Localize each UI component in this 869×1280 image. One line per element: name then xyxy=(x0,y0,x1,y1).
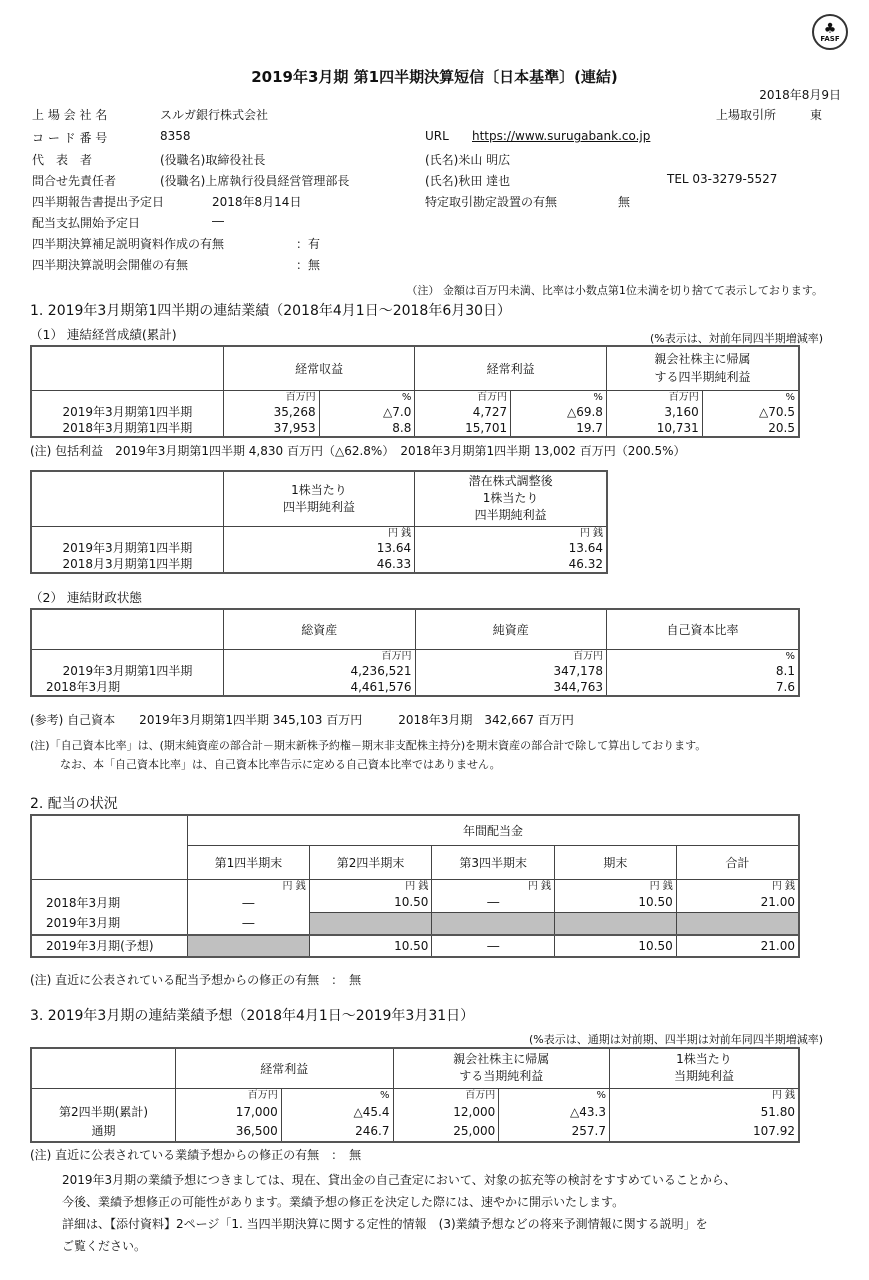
table-row xyxy=(31,663,799,679)
cell-value: 8.1 xyxy=(607,663,799,679)
cell-value: 4,461,576 xyxy=(223,679,415,696)
cell-value: 51.80 xyxy=(610,1102,800,1122)
row-label: 2019年3月期(予想) xyxy=(31,935,188,957)
unit: 円 銭 xyxy=(188,879,310,893)
unit: 百万円 xyxy=(223,649,415,663)
cell-value: 46.32 xyxy=(415,556,607,573)
unit: 百万円 xyxy=(223,390,319,404)
row-label: 通期 xyxy=(31,1122,176,1142)
cell-value: △43.3 xyxy=(499,1102,610,1122)
supplementary-label: 四半期決算補足説明資料作成の有無 xyxy=(32,237,225,251)
shaded-cell xyxy=(676,913,799,935)
forecast-paragraph-1: 2019年3月期の業績予想につきましては、現在、貸出金の自己査定において、対象の拡充等の検討をすすめていることから、 xyxy=(62,1173,736,1187)
header-ordinary-profit: 経常利益 xyxy=(415,346,607,390)
unit: 百万円 xyxy=(415,390,511,404)
cell-value: 21.00 xyxy=(676,935,799,957)
section3-title: 3. 2019年3月期の連結業績予想（2018年4月1日～2019年3月31日） xyxy=(30,1008,475,1024)
row-label: 2019年3月期第1四半期 xyxy=(31,540,223,556)
forecast-table xyxy=(30,1047,800,1143)
contact-label: 問合せ先責任者 xyxy=(32,174,117,188)
unit: 百万円 xyxy=(606,390,702,404)
header-net-income: 親会社株主に帰属 する当期純利益 xyxy=(393,1048,610,1088)
cell-value: △45.4 xyxy=(281,1102,393,1122)
cell-value: 12,000 xyxy=(393,1102,499,1122)
shaded-cell xyxy=(555,913,677,935)
cell-value: 10.50 xyxy=(555,935,677,957)
header-diluted-eps: 潜在株式調整後 1株当たり 四半期純利益 xyxy=(415,471,607,526)
cell-value: △7.0 xyxy=(319,404,415,420)
header-equity-ratio: 自己資本比率 xyxy=(607,609,799,649)
header-eps: 1株当たり 当期純利益 xyxy=(610,1048,800,1088)
corner-cell xyxy=(31,609,223,649)
unit-label-cell xyxy=(31,526,223,540)
unit-label-cell xyxy=(31,649,223,663)
cell-value: 10,731 xyxy=(606,420,702,437)
row-label: 2018年3月期 xyxy=(31,679,223,696)
row-label: 2018年3月期 xyxy=(31,893,188,913)
operating-results-table xyxy=(30,345,800,438)
code-value: 8358 xyxy=(160,129,191,143)
corner-cell xyxy=(31,1048,176,1088)
unit: % xyxy=(499,1088,610,1102)
briefing-value: ：無 xyxy=(296,258,321,272)
cell-value: 347,178 xyxy=(415,663,607,679)
corner-cell xyxy=(31,471,223,526)
trading-account-value: 無 xyxy=(618,195,631,209)
unit-label-cell xyxy=(31,390,223,404)
header-net-income: 親会社株主に帰属 する四半期純利益 xyxy=(606,346,799,390)
url-label: URL xyxy=(425,129,449,143)
cell-value: 3,160 xyxy=(606,404,702,420)
cell-value: 15,701 xyxy=(415,420,511,437)
unit: 円 銭 xyxy=(676,879,799,893)
row-label: 2018年3月期第1四半期 xyxy=(31,420,223,437)
briefing-label: 四半期決算説明会開催の有無 xyxy=(32,258,189,272)
company-url-link[interactable]: https://www.surugabank.co.jp xyxy=(472,129,651,143)
unit: % xyxy=(702,390,799,404)
unit: 円 銭 xyxy=(309,879,432,893)
dividend-revision-note: (注) 直近に公表されている配当予想からの修正の有無 ： 無 xyxy=(30,973,362,987)
report-date: 2018年8月14日 xyxy=(212,195,302,209)
cell-value: 107.92 xyxy=(610,1122,800,1142)
equity-ratio-note-2: なお、本「自己資本比率」は、自己資本比率告示に定める自己資本比率ではありません。 xyxy=(60,758,501,771)
header-ordinary-profit: 経常利益 xyxy=(176,1048,393,1088)
header-total: 合計 xyxy=(676,845,799,879)
publish-date: 2018年8月9日 xyxy=(759,88,841,102)
cell-value: 13.64 xyxy=(415,540,607,556)
header-total-assets: 総資産 xyxy=(223,609,415,649)
report-date-label: 四半期報告書提出予定日 xyxy=(32,195,165,209)
exchange-label: 上場取引所 xyxy=(716,108,777,122)
header-eps: 1株当たり 四半期純利益 xyxy=(223,471,414,526)
shaded-cell xyxy=(432,913,555,935)
header-year-end: 期末 xyxy=(555,845,677,879)
equity-reference: (参考) 自己資本 2019年3月期第1四半期 345,103 百万円 2018年3月期 342,667 百万円 xyxy=(30,713,574,727)
forecast-paragraph-2: 今後、業績予想修正の可能性があります。業績予想の修正を決定した際には、速やかに開示いたします。 xyxy=(62,1195,625,1209)
eps-table xyxy=(30,470,608,574)
table-row xyxy=(31,913,799,935)
unit: 円 銭 xyxy=(432,879,555,893)
forecast-paragraph-3: 詳細は、【添付資料】2ページ「1. 当四半期決算に関する定性的情報 (3)業績予想などの将来予測情報に関する説明」を xyxy=(62,1217,708,1231)
dividend-date-label: 配当支払開始予定日 xyxy=(32,216,141,230)
unit-label-cell xyxy=(31,879,188,893)
cell-value: 37,953 xyxy=(223,420,319,437)
section1-sub2: （2） 連結財政状態 xyxy=(30,590,142,605)
cell-value: 344,763 xyxy=(415,679,607,696)
cell-value: 7.6 xyxy=(607,679,799,696)
unit: 百万円 xyxy=(393,1088,499,1102)
unit: % xyxy=(511,390,607,404)
cell-value: 10.50 xyxy=(309,935,432,957)
trading-account-label: 特定取引勘定設置の有無 xyxy=(425,195,558,209)
rounding-note: （注） 金額は百万円未満、比率は小数点第1位未満を切り捨てて表示しております。 xyxy=(406,284,823,297)
financial-position-table xyxy=(30,608,800,697)
cell-value: 17,000 xyxy=(176,1102,282,1122)
equity-ratio-note-1: (注)「自己資本比率」は、(期末純資産の部合計－期末新株予約権－期末非支配株主持分)を期末資産の部合計で除して算出しております。 xyxy=(30,739,707,752)
section1-sub1: （1） 連結経営成績(累計) xyxy=(30,327,177,342)
document-title: 2019年3月期 第1四半期決算短信〔日本基準〕(連結) xyxy=(251,68,618,86)
dividend-date: ― xyxy=(212,214,224,228)
table-row xyxy=(31,679,799,696)
cell-value: 13.64 xyxy=(223,540,414,556)
corner-cell xyxy=(31,346,223,390)
header-ordinary-income: 経常収益 xyxy=(223,346,415,390)
row-label: 2018月3月期第1四半期 xyxy=(31,556,223,573)
company-name-label: 上 場 会 社 名 xyxy=(32,108,108,122)
section2-title: 2. 配当の状況 xyxy=(30,796,118,812)
exchange-value: 東 xyxy=(810,108,823,122)
row-label: 2019年3月期 xyxy=(31,913,188,935)
cell-value: 19.7 xyxy=(511,420,607,437)
table-row xyxy=(31,1102,799,1122)
cell-value: 46.33 xyxy=(223,556,414,573)
table-row xyxy=(31,893,799,913)
unit: % xyxy=(607,649,799,663)
shaded-cell xyxy=(188,935,310,957)
cell-value: ― xyxy=(188,913,310,935)
dividends-table xyxy=(30,814,800,958)
cell-value: 21.00 xyxy=(676,893,799,913)
unit: 百万円 xyxy=(415,649,607,663)
cell-value: ― xyxy=(432,893,555,913)
cell-value: 246.7 xyxy=(281,1122,393,1142)
section1-pct-note: (%表示は、対前年同四半期増減率) xyxy=(649,332,823,345)
cell-value: 257.7 xyxy=(499,1122,610,1142)
corner-cell xyxy=(31,815,188,879)
representative-title: (役職名)取締役社長 xyxy=(160,153,266,167)
supplementary-value: ：有 xyxy=(296,237,321,251)
cell-value: 4,727 xyxy=(415,404,511,420)
comprehensive-income-note: (注) 包括利益 2019年3月期第1四半期 4,830 百万円（△62.8%） 2018年3月期第1四半期 13,002 百万円（200.5%） xyxy=(30,444,686,458)
row-label: 第2四半期(累計) xyxy=(31,1102,176,1122)
representative-label: 代 表 者 xyxy=(32,153,93,167)
header-q2-end: 第2四半期末 xyxy=(309,845,432,879)
table-row xyxy=(31,1122,799,1142)
cell-value: 4,236,521 xyxy=(223,663,415,679)
cell-value: ― xyxy=(432,935,555,957)
unit: % xyxy=(319,390,415,404)
section1-title: 1. 2019年3月期第1四半期の連結業績（2018年4月1日～2018年6月30日） xyxy=(30,303,512,319)
unit: % xyxy=(281,1088,393,1102)
forecast-paragraph-4: ご覧ください。 xyxy=(62,1239,147,1253)
cell-value: △69.8 xyxy=(511,404,607,420)
table-row xyxy=(31,556,607,573)
cell-value: 35,268 xyxy=(223,404,319,420)
row-label: 2019年3月期第1四半期 xyxy=(31,663,223,679)
forecast-revision-note: (注) 直近に公表されている業績予想からの修正の有無 ： 無 xyxy=(30,1148,362,1162)
fasf-seal-icon: ♣ FASF xyxy=(812,14,848,50)
code-label: コ ー ド 番 号 xyxy=(32,131,108,145)
contact-title: (役職名)上席執行役員経営管理部長 xyxy=(160,174,350,188)
cell-value: 20.5 xyxy=(702,420,799,437)
header-q3-end: 第3四半期末 xyxy=(432,845,555,879)
row-label: 2019年3月期第1四半期 xyxy=(31,404,223,420)
unit: 円 銭 xyxy=(415,526,607,540)
cell-value: 25,000 xyxy=(393,1122,499,1142)
cell-value: 36,500 xyxy=(176,1122,282,1142)
unit: 円 銭 xyxy=(610,1088,800,1102)
table-row xyxy=(31,420,799,437)
table-row xyxy=(31,404,799,420)
unit: 円 銭 xyxy=(555,879,677,893)
contact-tel: TEL 03-3279-5527 xyxy=(667,172,778,186)
unit-label-cell xyxy=(31,1088,176,1102)
table-row xyxy=(31,540,607,556)
cell-value: 10.50 xyxy=(555,893,677,913)
header-q1-end: 第1四半期末 xyxy=(188,845,310,879)
cell-value: △70.5 xyxy=(702,404,799,420)
cell-value: ― xyxy=(188,893,310,913)
cell-value: 10.50 xyxy=(309,893,432,913)
header-annual-dividends: 年間配当金 xyxy=(188,815,799,845)
shaded-cell xyxy=(309,913,432,935)
section3-pct-note: (%表示は、通期は対前期、四半期は対前年同四半期増減率) xyxy=(528,1033,823,1046)
company-name: スルガ銀行株式会社 xyxy=(160,108,269,122)
unit: 百万円 xyxy=(176,1088,282,1102)
unit: 円 銭 xyxy=(223,526,414,540)
contact-name: (氏名)秋田 達也 xyxy=(425,174,511,188)
header-net-assets: 純資産 xyxy=(415,609,607,649)
cell-value: 8.8 xyxy=(319,420,415,437)
table-row xyxy=(31,935,799,957)
representative-name: (氏名)米山 明広 xyxy=(425,153,511,167)
